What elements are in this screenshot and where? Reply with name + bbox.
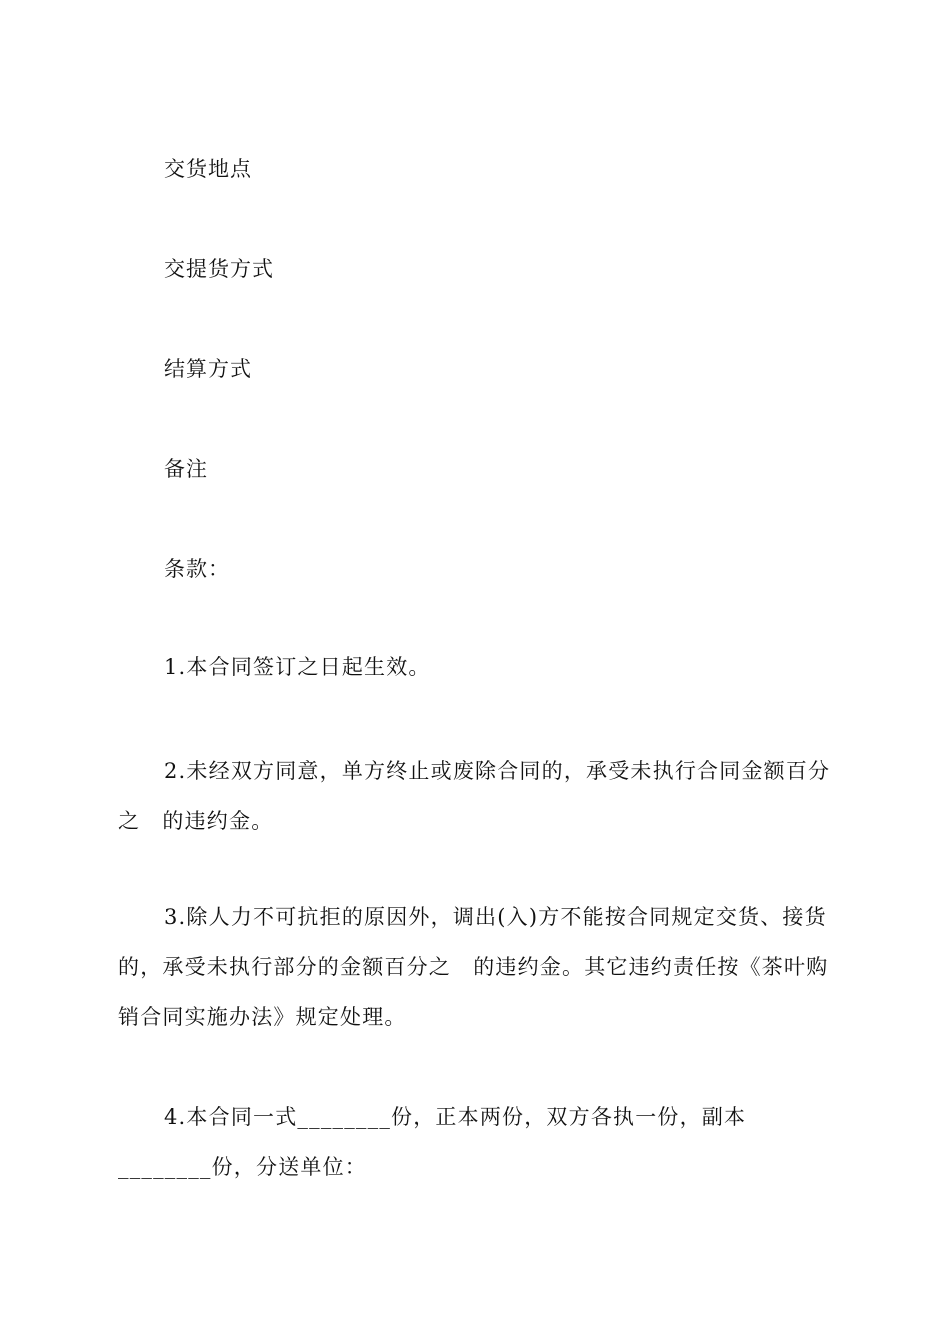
delivery-place-label: 交货地点 (164, 157, 252, 181)
clause-1: 1.本合同签订之日起生效。 (164, 655, 431, 679)
settlement-method-label: 结算方式 (164, 357, 252, 381)
clause-2: 2.未经双方同意，单方终止或废除合同的，承受未执行合同金额百分之 的违约金。 (118, 759, 831, 833)
clause-4: 4.本合同一式________份，正本两份，双方各执一份，副本________份，分送单位： (118, 1105, 747, 1179)
delivery-method-label: 交提货方式 (164, 257, 274, 281)
clause-3: 3.除人力不可抗拒的原因外，调出(入)方不能按合同规定交货、接货的，承受未执行部分的金额百分之 的违约金。其它违约责任按《茶叶购销合同实施办法》规定处理。 (118, 905, 829, 1029)
remarks-label: 备注 (164, 457, 208, 481)
terms-heading: 条款： (164, 557, 230, 581)
